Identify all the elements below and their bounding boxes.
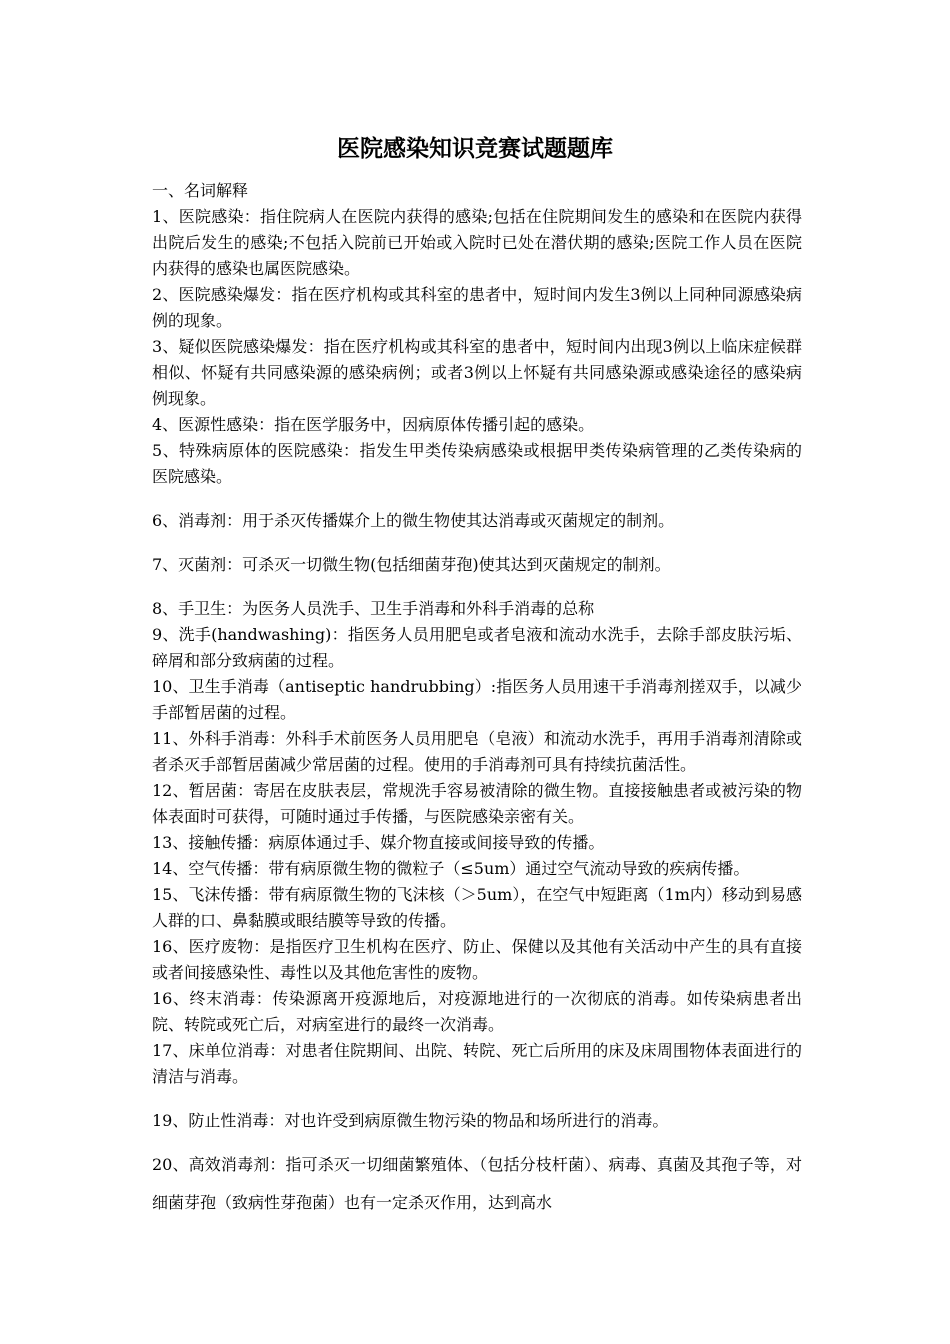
term-item: 5、特殊病原体的医院感染：指发生甲类传染病感染或根据甲类传染病管理的乙类传染病的医院感染。 xyxy=(152,441,802,486)
term-item: 19、防止性消毒：对也许受到病原微生物污染的物品和场所进行的消毒。 xyxy=(152,1111,669,1130)
section-heading: 一、名词解释 xyxy=(152,181,249,200)
term-item: 6、消毒剂：用于杀灭传播媒介上的微生物使其达消毒或灭菌规定的制剂。 xyxy=(152,511,675,530)
term-item: 9、洗手(handwashing)：指医务人员用肥皂或者皂液和流动水洗手，去除手部皮肤污垢、碎屑和部分致病菌的过程。 xyxy=(152,625,802,670)
term-item: 2、医院感染爆发：指在医疗机构或其科室的患者中，短时间内发生3例以上同种同源感染病例的现象。 xyxy=(152,285,802,330)
term-item: 4、医源性感染：指在医学服务中，因病原体传播引起的感染。 xyxy=(152,415,595,434)
term-item: 3、疑似医院感染爆发：指在医疗机构或其科室的患者中，短时间内出现3例以上临床症候群相似、怀疑有共同感染源的感染病例；或者3例以上怀疑有共同感染源或感染途径的感染病例现象。 xyxy=(152,337,802,408)
term-item: 20、高效消毒剂：指可杀灭一切细菌繁殖体、（包括分枝杆菌）、病毒、真菌及其孢子等，对细菌芽孢（致病性芽孢菌）也有一定杀灭作用，达到高水 xyxy=(152,1155,802,1212)
term-item: 1、医院感染：指住院病人在医院内获得的感染;包括在住院期间发生的感染和在医院内获得出院后发生的感染;不包括入院前已开始或入院时已处在潜伏期的感染;医院工作人员在医院内获得的感染也属医院感染。 xyxy=(152,207,802,278)
term-item: 12、暂居菌：寄居在皮肤表层，常规洗手容易被清除的微生物。直接接触患者或被污染的物体表面时可获得，可随时通过手传播，与医院感染亲密有关。 xyxy=(152,781,802,826)
term-item: 16、终末消毒：传染源离开疫源地后，对疫源地进行的一次彻底的消毒。如传染病患者出院、转院或死亡后，对病室进行的最终一次消毒。 xyxy=(152,989,802,1034)
document-title: 医院感染知识竞赛试题题库 xyxy=(337,136,613,162)
term-item: 13、接触传播：病原体通过手、媒介物直接或间接导致的传播。 xyxy=(152,833,605,852)
term-item: 8、手卫生：为医务人员洗手、卫生手消毒和外科手消毒的总称 xyxy=(152,599,595,618)
term-item: 17、床单位消毒：对患者住院期间、出院、转院、死亡后所用的床及床周围物体表面进行的清洁与消毒。 xyxy=(152,1041,802,1086)
term-item: 11、外科手消毒：外科手术前医务人员用肥皂（皂液）和流动水洗手，再用手消毒剂清除或者杀灭手部暂居菌减少常居菌的过程。使用的手消毒剂可具有持续抗菌活性。 xyxy=(152,729,802,774)
term-item: 16、医疗废物：是指医疗卫生机构在医疗、防止、保健以及其他有关活动中产生的具有直接或者间接感染性、毒性以及其他危害性的废物。 xyxy=(152,937,802,982)
document-body xyxy=(152,178,802,1222)
term-item: 14、空气传播：带有病原微生物的微粒子（≤5um）通过空气流动导致的疾病传播。 xyxy=(152,859,750,878)
term-item: 7、灭菌剂：可杀灭一切微生物(包括细菌芽孢)使其达到灭菌规定的制剂。 xyxy=(152,555,671,574)
term-item: 10、卫生手消毒（antiseptic handrubbing）:指医务人员用速干手消毒剂搓双手，以减少手部暂居菌的过程。 xyxy=(152,677,802,722)
term-item: 15、飞沫传播：带有病原微生物的飞沫核（＞5um），在空气中短距离（1m内）移动到易感人群的口、鼻黏膜或眼结膜等导致的传播。 xyxy=(152,885,802,930)
